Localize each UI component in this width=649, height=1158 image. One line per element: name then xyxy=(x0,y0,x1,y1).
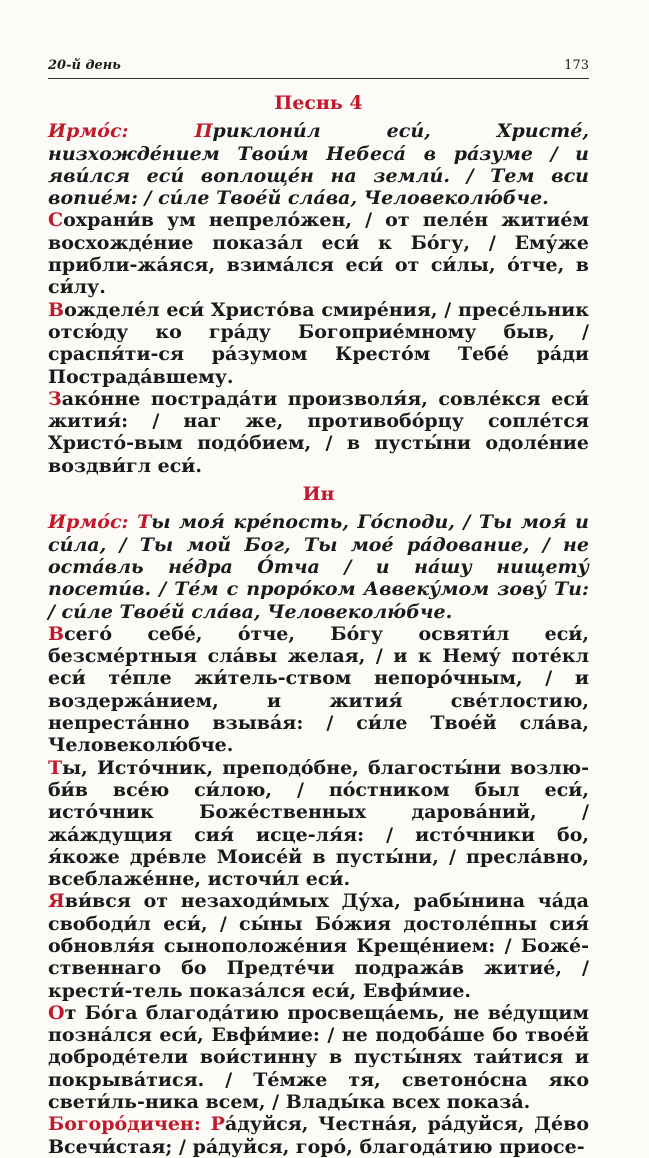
theotokion xyxy=(48,1113,589,1158)
irmos-text: ы моя́ кре́пость, Го́споди, / Ты моя́ и си́ла, / Ты мой Бог, Ты мое́ ра́дование, / не оста́вль не́дра О́тча / и на́шу нищету́ посети́в. / Те́м с проро́ком Аввеку́мом зову́ Ти: / си́ле Твое́й сла́ва, Человеколю́бче. xyxy=(48,511,589,623)
irmos-label: Ирмо́с: xyxy=(48,511,129,534)
troparion xyxy=(48,757,589,891)
troparion-text: охрани́в ум непрело́жен, / от пеле́н житие́м восхожде́ние показа́л еси́ к Бо́гу, / Ему́же прибли-жа́яся, взима́лся еси́ от си́лы, о́тче, в си́лу. xyxy=(48,209,589,299)
drop-letter: Р xyxy=(210,1113,225,1136)
irmos-text: риклони́л еси́, Христе́, низхожде́нием Твои́м Небеса́ в ра́зуме / и яви́лся еси́ воплоще́н на земли́. / Тем вси вопие́м: / си́ле Твое́й сла́ва, Человеколю́бче. xyxy=(48,120,589,210)
page-number: 173 xyxy=(564,58,589,73)
day-label: 20-й день xyxy=(48,58,121,73)
troparion xyxy=(48,890,589,1001)
drop-letter: О xyxy=(48,1001,65,1024)
troparion xyxy=(48,209,589,298)
drop-letter: З xyxy=(48,387,62,410)
troparion-text: т Бо́га благода́тию просвеща́емь, не ве́дущим позна́лся еси́, Евфи́мие: / не подоба́ше бо твое́й доброде́тели вои́стинну в пусты́нях таи́тися и покрыва́тися. / Те́мже тя, светоно́сна яко свети́ль-ника всем, / Влады́ка всех показа́. xyxy=(48,1001,589,1114)
troparion-text: сего́ себе́, о́тче, Бо́гу освяти́л еси́, безсме́ртныя сла́вы желая, / и к Нему́ поте́кл еси́ те́пле жи́тель-ством непоро́чным, / и воздержа́нием, и жития́ све́тлостию, непреста́нно взыва́я: / си́ле Твое́й сла́ва, Человеколю́бче. xyxy=(48,622,589,757)
irmos xyxy=(48,120,589,209)
troparion xyxy=(48,623,589,757)
theotokion-label: Богоро́дичен: xyxy=(48,1113,201,1136)
drop-letter: Т xyxy=(137,511,152,534)
drop-letter: В xyxy=(48,298,65,321)
drop-letter: П xyxy=(194,120,213,143)
song-title: Песнь 4 xyxy=(274,92,363,114)
troparion-text: ы, Исто́чник, преподо́бне, благосты́ни возлю-би́в все́ю си́лою, / по́стником был еси́, исто́чник Боже́ственных дарова́ний, / жа́ждущия сия́ исце-ля́я: / исто́чники бо, я́коже дре́вле Моисе́й в пусты́ни, / пресла́вно, всеблаже́нне, источи́л еси́. xyxy=(48,756,589,891)
troparion xyxy=(48,388,589,477)
drop-letter: В xyxy=(48,622,65,645)
irmos xyxy=(48,511,589,622)
troparion-text: ако́нне пострада́ти произволя́я, совле́кся еси́ жития́: / наг же, противобо́рцу сопле́тся Христо́-вым подо́бием, / в пусты́ни одоле́ние воздви́гл еси́. xyxy=(48,387,589,477)
drop-letter: Т xyxy=(48,756,63,779)
theotokion-text: а́дуйся, Честна́я, ра́дуйся, Де́во Всечи́стая; / ра́дуйся, горо́, благода́тию приосе- xyxy=(48,1113,589,1158)
irmos-label: Ирмо́с: xyxy=(48,120,129,143)
drop-letter: С xyxy=(48,209,64,232)
troparion xyxy=(48,299,589,388)
page-body xyxy=(48,92,589,1158)
troparion xyxy=(48,1002,589,1113)
running-header xyxy=(48,56,589,79)
troparion-text: ожделе́л еси́ Христо́ва смире́ния, / пресе́льник отсю́ду ко гра́ду Богоприе́мному быв, / сраспя́ти-ся ра́зумом Кресто́м Тебе́ ра́ди Пострада́вшему. xyxy=(48,298,589,388)
troparion-text: ви́вся от незаходи́мых Ду́ха, рабы́нина ча́да свободи́л еси́, / сы́ны Бо́жия достоле́пны сия́ обновля́я сыноположе́ния Креще́нием: / Боже́-ственнаго бо Предте́чи подража́в житие́, / крести́-тель показа́лся еси́, Евфи́мие. xyxy=(48,890,589,1002)
canon-title: Ин xyxy=(302,483,335,506)
drop-letter: Я xyxy=(48,890,65,913)
